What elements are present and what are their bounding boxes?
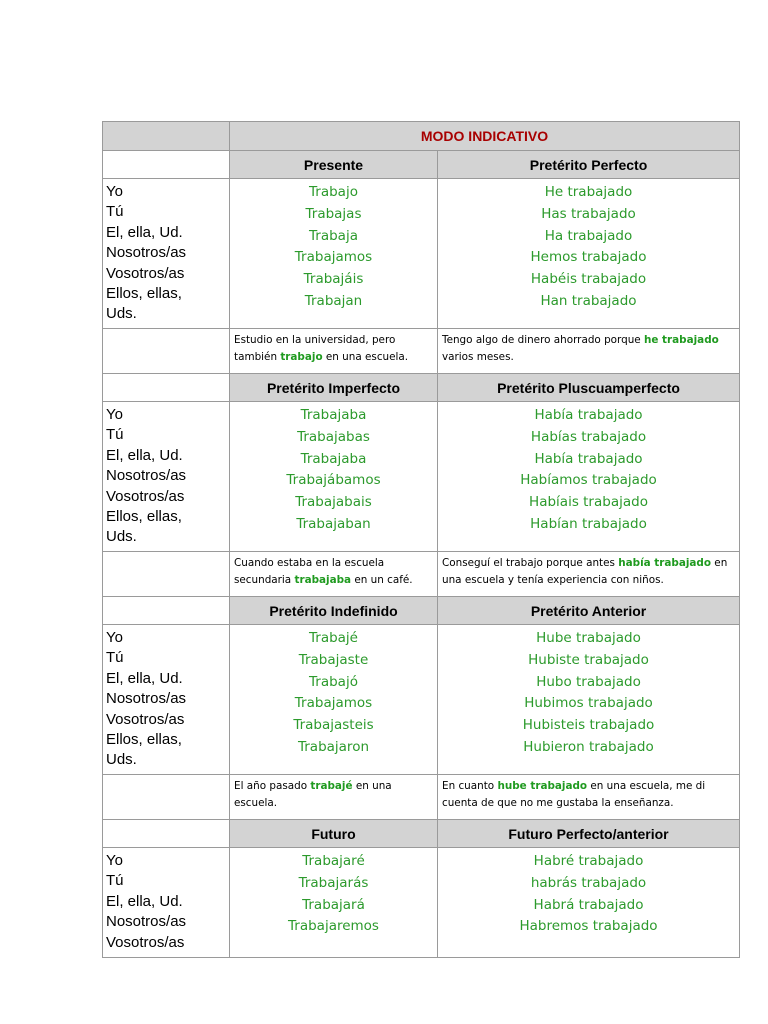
tense-header-row (103, 151, 740, 179)
verb-form: Había trabajado (534, 407, 643, 423)
tense-header: Futuro (230, 820, 438, 848)
verb-form: Trabajé (309, 630, 358, 646)
tense-header: Pretérito Perfecto (438, 151, 740, 179)
verb-form: Habrá trabajado (533, 896, 644, 913)
verb-form: Habremos trabajado (519, 918, 658, 935)
verb-forms (438, 402, 740, 552)
tense-header: Futuro Perfecto/anterior (438, 820, 740, 848)
pronoun: Ellos, ellas, (106, 508, 182, 526)
highlighted-verb: trabajé (310, 780, 353, 792)
forms-row (103, 848, 740, 958)
highlighted-verb: había trabajado (618, 557, 711, 569)
tense-header-row (103, 597, 740, 625)
verb-form: Trabajará (302, 896, 365, 913)
pronoun: El, ella, Ud. (106, 892, 183, 910)
verb-form: Trabajarás (298, 874, 369, 891)
pronoun: Nosotros/as (106, 913, 187, 931)
verb-form: Ha trabajado (544, 227, 633, 244)
verb-form: Hemos trabajado (530, 249, 647, 266)
pronoun: Yo (106, 629, 123, 646)
verb-form: Trabajaron (297, 738, 370, 755)
pronoun: Nosotros/as (106, 244, 187, 262)
verb-forms (230, 402, 438, 552)
verb-form: Habré trabajado (533, 853, 644, 869)
pronoun: Tú (106, 203, 124, 221)
forms-row (103, 179, 740, 329)
example-sentence: Estudio en la universidad, pero también trabajo en una escuela. (230, 329, 438, 374)
verb-form: Hubimos trabajado (524, 695, 653, 712)
verb-form: Habían trabajado (530, 515, 647, 532)
pronoun: Tú (106, 872, 124, 890)
tense-header-row (103, 820, 740, 848)
verb-form: Habíamos trabajado (520, 472, 657, 489)
conjugation-table (102, 121, 740, 958)
pronoun-list (103, 179, 230, 329)
tense-header: Pretérito Indefinido (230, 597, 438, 625)
pronoun: Nosotros/as (106, 690, 187, 708)
verb-form: Habíais trabajado (529, 494, 648, 511)
verb-form: Trabajamos (294, 695, 373, 712)
verb-form: Trabajáis (303, 271, 364, 288)
verb-form: Trabajo (309, 184, 358, 200)
verb-form: Han trabajado (540, 292, 637, 309)
tense-header: Pretérito Pluscuamperfecto (438, 374, 740, 402)
example-sentence: El año pasado trabajé en una escuela. (230, 775, 438, 820)
verb-form: Hubiste trabajado (528, 651, 649, 668)
highlighted-verb: trabajaba (294, 574, 352, 586)
highlighted-verb: hube trabajado (497, 780, 588, 792)
pronoun: Tú (106, 649, 124, 667)
pronoun: El, ella, Ud. (106, 669, 183, 687)
verb-form: Has trabajado (541, 205, 636, 222)
tense-header: Presente (230, 151, 438, 179)
forms-row (103, 402, 740, 552)
corner-cell (103, 122, 230, 151)
verb-forms (230, 625, 438, 775)
pronoun: Yo (106, 183, 123, 200)
pronoun: Tú (106, 426, 124, 444)
verb-forms (230, 179, 438, 329)
example-row (103, 329, 740, 374)
verb-form: habrás trabajado (530, 874, 647, 891)
pronoun: Uds. (106, 528, 137, 546)
highlighted-verb: he trabajado (644, 334, 719, 346)
verb-form: Hube trabajado (536, 630, 641, 646)
highlighted-verb: trabajo (280, 351, 323, 363)
pronoun: Ellos, ellas, (106, 285, 182, 303)
pronoun-list (103, 848, 230, 958)
verb-form: Habéis trabajado (530, 271, 647, 288)
example-row (103, 775, 740, 820)
verb-forms (230, 848, 438, 958)
verb-form: He trabajado (544, 184, 633, 200)
verb-form: Trabajábamos (286, 472, 381, 489)
mood-title: MODO INDICATIVO (230, 122, 740, 151)
pronoun: Vosotros/as (106, 264, 185, 282)
verb-form: Trabajaba (300, 450, 367, 467)
pronoun: Vosotros/as (106, 933, 185, 951)
verb-form: Trabajaste (298, 651, 369, 668)
verb-form: Trabajamos (294, 249, 373, 266)
pronoun: Yo (106, 852, 123, 869)
pronoun: Uds. (106, 751, 137, 769)
verb-form: Trabajaba (300, 407, 367, 423)
example-sentence: En cuanto hube trabajado en una escuela, me di cuenta de que no me gustaba la enseñanza. (438, 775, 740, 820)
verb-form: Hubieron trabajado (523, 738, 654, 755)
pronoun-list (103, 402, 230, 552)
example-row (103, 552, 740, 597)
pronoun: El, ella, Ud. (106, 223, 183, 241)
verb-form: Trabajó (309, 673, 358, 690)
pronoun: Yo (106, 406, 123, 423)
verb-forms (438, 625, 740, 775)
verb-forms (438, 848, 740, 958)
pronoun: Vosotros/as (106, 710, 185, 728)
verb-forms (438, 179, 740, 329)
tense-header: Pretérito Anterior (438, 597, 740, 625)
verb-form: Trabaja (309, 227, 358, 244)
pronoun: Ellos, ellas, (106, 731, 182, 749)
title-row (103, 122, 740, 151)
verb-form: Trabajas (305, 205, 362, 222)
verb-form: Trabajabas (297, 428, 370, 445)
verb-form: Hubisteis trabajado (522, 717, 655, 734)
example-sentence: Conseguí el trabajo porque antes había trabajado en una escuela y tenía experiencia con niños. (438, 552, 740, 597)
tense-header: Pretérito Imperfecto (230, 374, 438, 402)
verb-form: Había trabajado (534, 450, 643, 467)
pronoun-list (103, 625, 230, 775)
pronoun: El, ella, Ud. (106, 446, 183, 464)
verb-form: Trabajasteis (293, 717, 374, 734)
pronoun: Uds. (106, 305, 137, 323)
tense-header-row (103, 374, 740, 402)
verb-form: Trabajan (304, 292, 363, 309)
verb-form: Trabajabais (295, 494, 372, 511)
verb-form: Habías trabajado (530, 428, 647, 445)
example-sentence: Cuando estaba en la escuela secundaria trabajaba en un café. (230, 552, 438, 597)
verb-form: Trabajaremos (288, 918, 379, 935)
verb-form: Hubo trabajado (536, 673, 641, 690)
forms-row (103, 625, 740, 775)
example-sentence: Tengo algo de dinero ahorrado porque he trabajado varios meses. (438, 329, 740, 374)
verb-form: Trabajaré (302, 853, 365, 869)
pronoun: Nosotros/as (106, 467, 187, 485)
verb-form: Trabajaban (296, 515, 371, 532)
pronoun: Vosotros/as (106, 487, 185, 505)
